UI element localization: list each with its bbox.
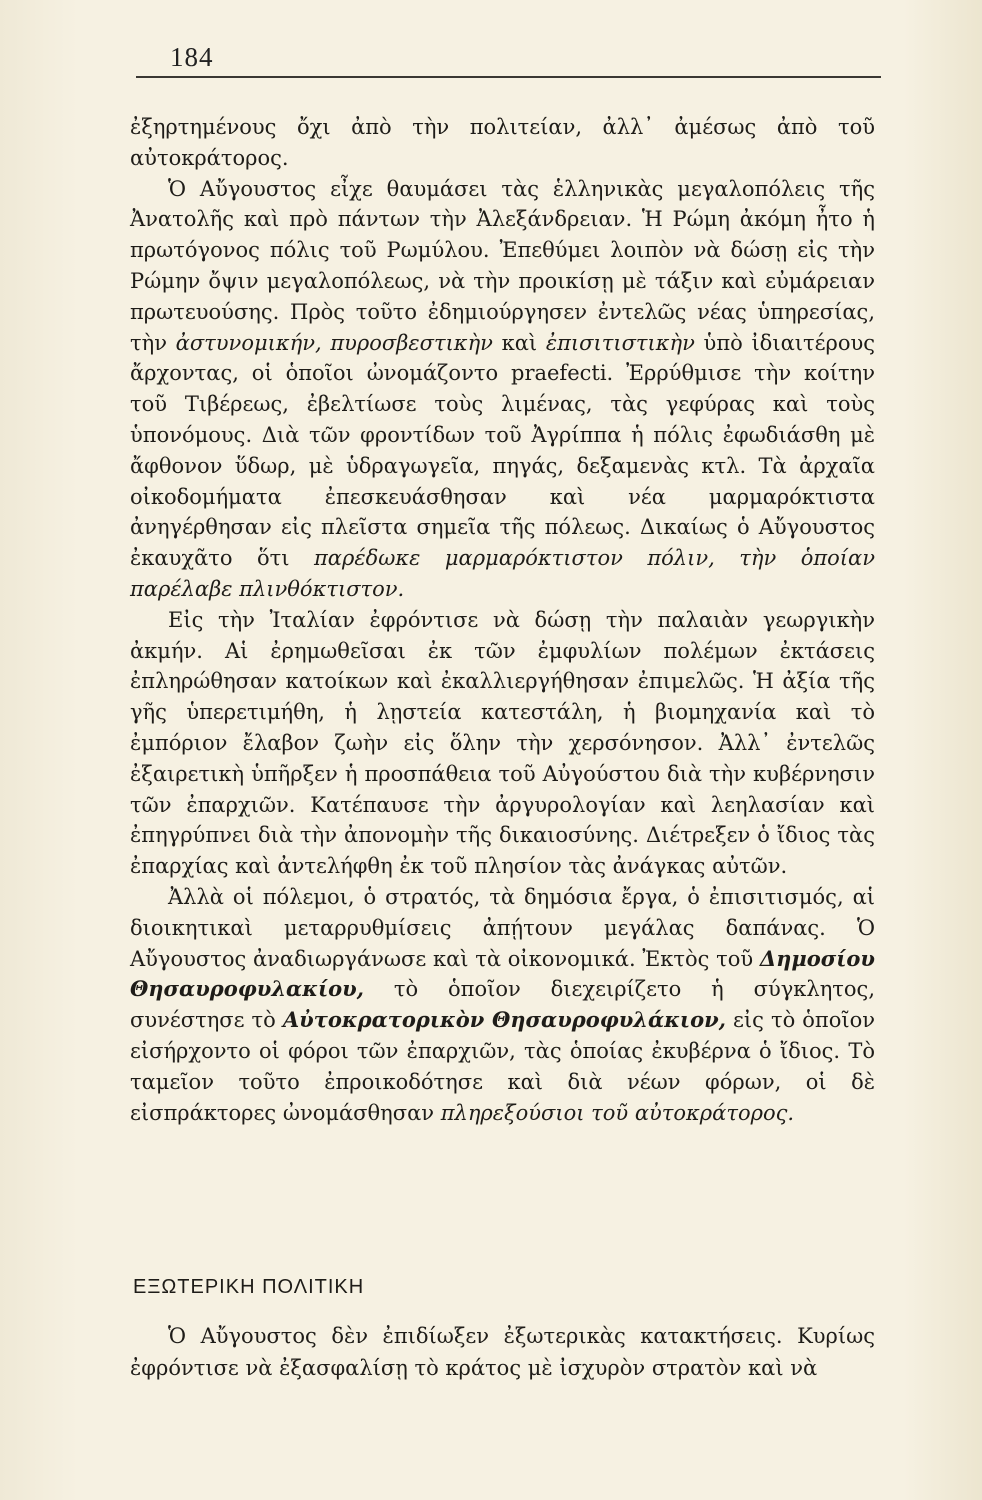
text-run: Ὁ Αὔγουστος εἶχε θαυμάσει τὰς ἑλληνικὰς μεγαλοπόλεις τῆς Ἀνατολῆς καὶ πρὸ πάντων τὴν Ἀλεξάνδρειαν. Ἡ Ρώμη ἀκόμη ἦτο ἡ πρωτόγονος πόλις τοῦ Ρωμύλου. Ἐπεθύμει λοιπὸν νὰ δώσῃ εἰς τὴν Ρώμην ὄψιν μεγαλοπόλεως, νὰ τὴν προικίσῃ μὲ τάξιν καὶ εὐμάρειαν πρωτευούσης. Πρὸς τοῦτο ἐδημιούργησεν ἐντελῶς νέας ὑπηρεσίας, τὴν — [130, 176, 875, 355]
body-text — [130, 112, 875, 1128]
italic-quote: παρέδωκε μαρμαρόκτιστον πόλιν, τὴν ὁποίαν παρέλαβε πλινθόκτιστον. — [130, 546, 875, 601]
bold-italic-term: Δημοσίου Θησαυροφυλακίου, — [130, 945, 875, 1002]
bold-italic-term: Αὐτοκρατορικὸν Θησαυροφυλάκιον, — [282, 1007, 726, 1033]
italic-term: ἐπισιτιστικὴν — [545, 330, 695, 355]
text-run: τὸ ὁποῖον διεχειρίζετο ἡ σύγκλητος, συνέστησε τὸ — [130, 977, 875, 1033]
text-run: ἐξηρτημένους ὄχι ἀπὸ τὴν πολιτείαν, ἀλλ᾽ ἀμέσως ἀπὸ τοῦ αὐτοκράτορος. — [130, 115, 875, 170]
section-text — [130, 1320, 875, 1384]
section-heading: ΕΞΩΤΕΡΙΚΗ ΠΟΛΙΤΙΚΗ — [133, 1276, 365, 1298]
text-run: Εἰς τὴν Ἰταλίαν ἐφρόντισε νὰ δώσῃ τὴν παλαιὰν γεωργικὴν ἀκμήν. Αἱ ἐρημωθεῖσαι ἐκ τῶν ἐμφυλίων πολέμων ἐκτάσεις ἐπληρώθησαν κατοίκων καὶ ἐκαλλιεργήθησαν ἐπιμελῶς. Ἡ ἀξία τῆς γῆς ὑπερετιμήθη, ἡ λῃστεία κατεστάλη, ἡ βιομηχανία καὶ τὸ ἐμπόριον ἔλαβον ζωὴν εἰς ὅλην τὴν χερσόνησον. Ἀλλ᾽ ἐντελῶς ἐξαιρετικὴ ὑπῆρξεν ἡ προσπάθεια τοῦ Αὐγούστου διὰ τὴν κυβέρνησιν τῶν ἐπαρχιῶν. Κατέπαυσε τὴν ἀργυρολογίαν καὶ λεηλασίαν καὶ ἐπηγρύπνει διὰ τὴν ἀπονομὴν τῆς δικαιοσύνης. Διέτρεξεν ὁ ἴδιος τὰς ἐπαρχίας καὶ ἀντελήφθη ἐκ τοῦ πλησίον τὰς ἀνάγκας αὐτῶν. — [130, 607, 875, 879]
page-number: 184 — [170, 42, 214, 72]
text-run: εἰς τὸ ὁποῖον εἰσήρχοντο οἱ φόροι τῶν ἐπαρχιῶν, τὰς ὁποίας ἐκυβέρνα ὁ ἴδιος. Τὸ ταμεῖον τοῦτο ἐπροικοδότησε καὶ διὰ νέων φόρων, οἱ δὲ εἰσπράκτορες ὠνομάσθησαν — [130, 1008, 875, 1125]
header-rule — [136, 76, 881, 78]
paragraph-4 — [130, 882, 875, 1128]
italic-term: ἀστυνομικήν, πυροσβεστικὴν — [175, 330, 493, 355]
text-run: Ἀλλὰ οἱ πόλεμοι, ὁ στρατός, τὰ δημόσια ἔργα, ὁ ἐπισιτισμός, αἱ διοικητικαὶ μεταρρυθμίσεις ἀπῄτουν μεγάλας δαπάνας. Ὁ Αὔγουστος ἀναδιωργάνωσε καὶ τὰ οἰκονομικά. Ἐκτὸς τοῦ — [130, 884, 875, 971]
text-run: ὑπὸ ἰδιαιτέρους ἄρχοντας, οἱ ὁποῖοι ὠνομάζοντο praefecti. Ἐρρύθμισε τὴν κοίτην τοῦ Τιβέρεως, ἐβελτίωσε τοὺς λιμένας, τὰς γεφύρας καὶ τοὺς ὑπονόμους. Διὰ τῶν φροντίδων τοῦ Ἀγρίππα ἡ πόλις ἐφωδιάσθη μὲ ἄφθονον ὕδωρ, μὲ ὑδραγωγεῖα, πηγάς, δεξαμενὰς κτλ. Τὰ ἀρχαῖα οἰκοδομήματα ἐπεσκευάσθησαν καὶ νέα μαρμαρόκτιστα ἀνηγέρθησαν εἰς πλεῖστα σημεῖα τῆς πόλεως. Δικαίως ὁ Αὔγουστος ἐκαυχᾶτο ὅτι — [130, 330, 875, 571]
paragraph-2 — [130, 174, 875, 605]
italic-term: πληρεξούσιοι τοῦ αὐτοκράτορος. — [440, 1100, 795, 1125]
text-run: καὶ — [492, 330, 546, 355]
paragraph-1 — [130, 112, 875, 174]
section-paragraph: Ὁ Αὔγουστος δὲν ἐπιδίωξεν ἐξωτερικὰς κατακτήσεις. Κυρίως ἐφρόντισε νὰ ἐξασφαλίσῃ τὸ κράτος μὲ ἰσχυρὸν στρατὸν καὶ νὰ — [130, 1324, 875, 1380]
paragraph-3 — [130, 605, 875, 882]
